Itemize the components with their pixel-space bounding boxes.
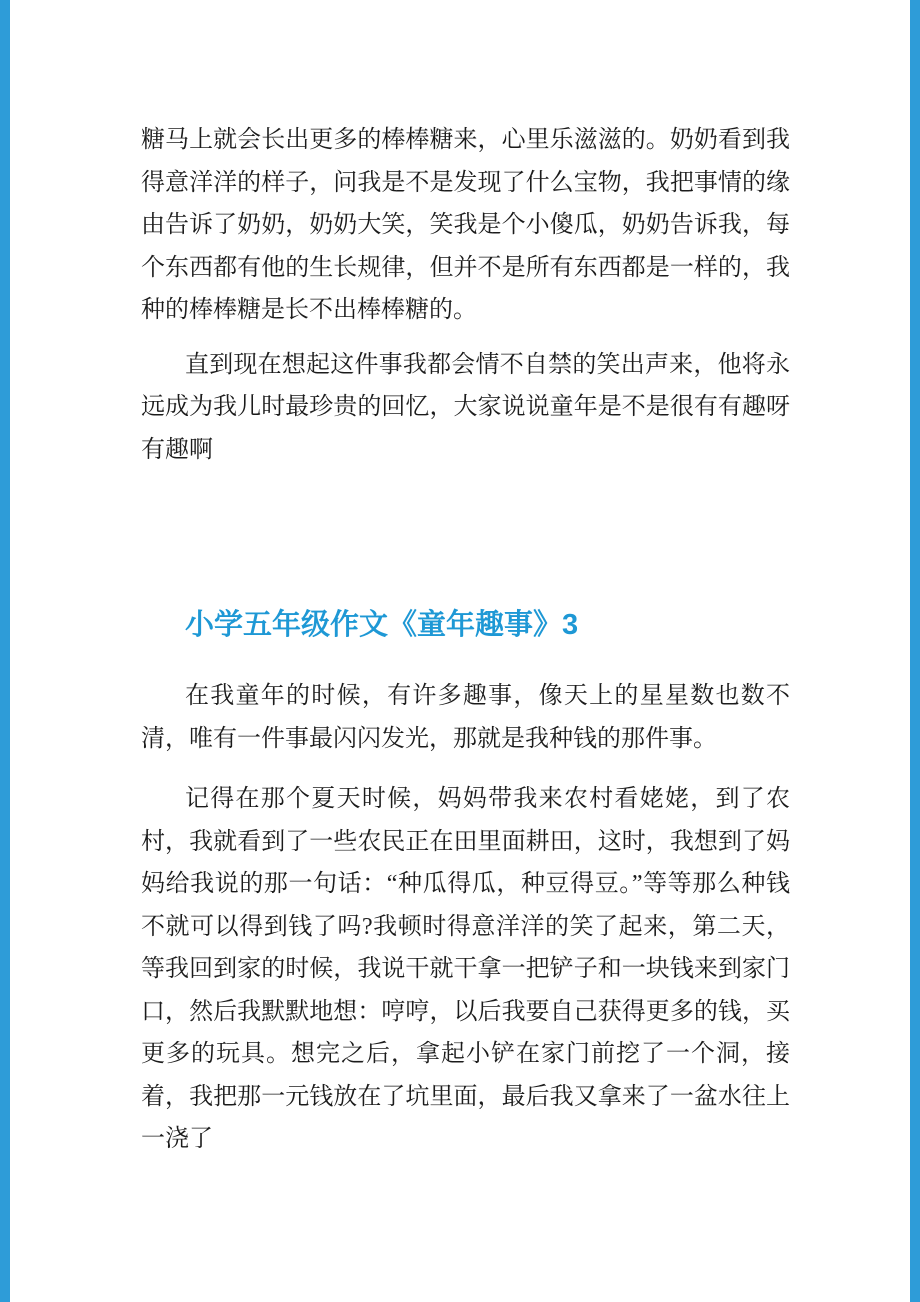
paragraph-intro: 在我童年的时候，有许多趣事，像天上的星星数也数不清，唯有一件事最闪闪发光，那就是我种钱的那件事。 bbox=[141, 683, 790, 752]
paragraph-closing: 直到现在想起这件事我都会情不自禁的笑出声来，他将永远成为我儿时最珍贵的回忆，大家说说童年是不是很有有趣呀有趣啊 bbox=[141, 351, 790, 463]
document-body bbox=[141, 119, 790, 1173]
right-border-bar bbox=[910, 0, 920, 1302]
paragraph-continuation: 糖马上就会长出更多的棒棒糖来，心里乐滋滋的。奶奶看到我得意洋洋的样子，问我是不是发现了什么宝物，我把事情的缘由告诉了奶奶，奶奶大笑，笑我是个小傻瓜，奶奶告诉我，每个东西都有他的生长规律，但并不是所有东西都是一样的，我种的棒棒糖是长不出棒棒糖的。 bbox=[141, 127, 790, 323]
left-border-bar bbox=[0, 0, 10, 1302]
section-heading: 小学五年级作文《童年趣事》3 bbox=[185, 609, 579, 641]
paragraph-story: 记得在那个夏天时候，妈妈带我来农村看姥姥，到了农村，我就看到了一些农民正在田里面耕田，这时，我想到了妈妈给我说的那一句话：“种瓜得瓜，种豆得豆。”等等那么种钱不就可以得到钱了吗?我顿时得意洋洋的笑了起来，第二天，等我回到家的时候，我说干就干拿一把铲子和一块钱来到家门口，然后我默默地想：哼哼，以后我要自己获得更多的钱，买更多的玩具。想完之后，拿起小铲在家门前挖了一个洞，接着，我把那一元钱放在了坑里面，最后我又拿来了一盆水往上一浇了 bbox=[141, 786, 790, 1152]
